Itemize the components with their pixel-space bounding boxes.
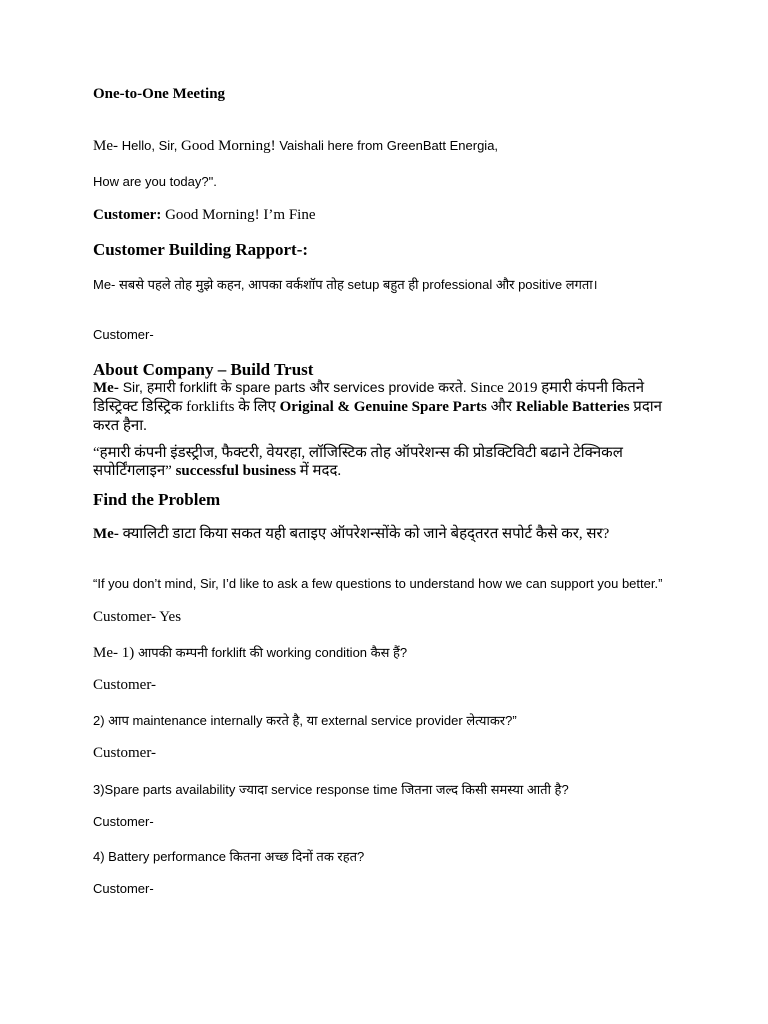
customer-yes-line: Customer- Yes <box>93 609 182 625</box>
greeting-hello: Hello, Sir, <box>121 138 181 153</box>
customer-reply-text: Good Morning! I’m Fine <box>161 207 316 223</box>
rapport-paragraph: Me- सबसे पहले तोह मुझे कहन, आपका वर्कशॉप तोह setup बहुत ही professional और positive लगता। <box>93 277 598 292</box>
rapport-customer-line: Customer- <box>93 327 154 342</box>
about-me-label: Me- <box>93 380 119 396</box>
problem-me-label: Me- <box>93 526 119 542</box>
rapport-heading: Customer Building Rapport-: <box>93 240 309 259</box>
ask-permission-line: “If you don’t mind, Sir, I’d like to ask a few questions to understand how we can support you better.” <box>93 576 663 591</box>
question-1-prefix: Me- 1) <box>93 645 138 661</box>
greeting-good-morning: Good Morning! <box>181 138 280 154</box>
about-bold-batteries: Reliable Batteries <box>515 399 630 415</box>
problem-heading: Find the Problem <box>93 490 221 509</box>
greeting-intro: Vaishali here from GreenBatt Energia, <box>279 138 499 153</box>
about-text-1: Sir, हमारी forklift के spare parts और services provide करते. <box>118 379 467 395</box>
greeting-line <box>93 138 683 155</box>
problem-me-text: क्यालिटी डाटा किया सकत यही बताइए ऑपरेशन्सोंके को जाने बेहद्तरत सपोर्ट कैसे कर, सर? <box>118 526 610 542</box>
question-1 <box>93 643 683 662</box>
about-quote <box>93 444 683 480</box>
quote-bold: successful business <box>171 463 297 479</box>
customer-answer-1: Customer- <box>93 677 157 693</box>
question-1-text: आपकी कम्पनी forklift की working condition कैस हैं? <box>138 645 408 660</box>
quote-end: में मदद. <box>296 463 342 479</box>
how-are-you-line: How are you today?". <box>93 174 217 189</box>
me-label: Me- <box>93 138 122 154</box>
customer-label: Customer: <box>93 207 162 223</box>
problem-me-paragraph <box>93 526 683 543</box>
customer-answer-2: Customer- <box>93 745 157 761</box>
customer-answer-3: Customer- <box>93 814 154 829</box>
about-text-3: और <box>486 399 516 415</box>
about-text-2: Since 2019 हमारी कंपनी कितने डिस्ट्रिक्ट डिस्ट्रिक forklifts के लिए <box>93 380 645 415</box>
customer-answer-4: Customer- <box>93 881 154 896</box>
doc-title: One-to-One Meeting <box>93 86 226 102</box>
quote-text: “हमारी कंपनी इंडस्ट्रीज, फैक्टरी, वेयरहा, लॉजिस्टिक तोह ऑपरेशन्स की प्रोडक्टिविटी बढाने टेक्निकल सपोर्टिंगलाइन” <box>93 445 623 479</box>
about-text-4: प्रदान करत हैना. <box>93 399 662 434</box>
about-bold-spare-parts: Original & Genuine Spare Parts <box>279 399 487 415</box>
about-heading: About Company – Build Trust <box>93 360 314 379</box>
about-paragraph <box>93 378 683 436</box>
question-2: 2) आप maintenance internally करते है, या external service provider लेत्याकर?” <box>93 713 517 728</box>
customer-reply-line <box>93 207 683 224</box>
question-3: 3)Spare parts availability ज्यादा service response time जितना जल्द किसी समस्या आती है? <box>93 782 569 797</box>
question-4: 4) Battery performance कितना अच्छ दिनों तक रहत? <box>93 849 365 864</box>
